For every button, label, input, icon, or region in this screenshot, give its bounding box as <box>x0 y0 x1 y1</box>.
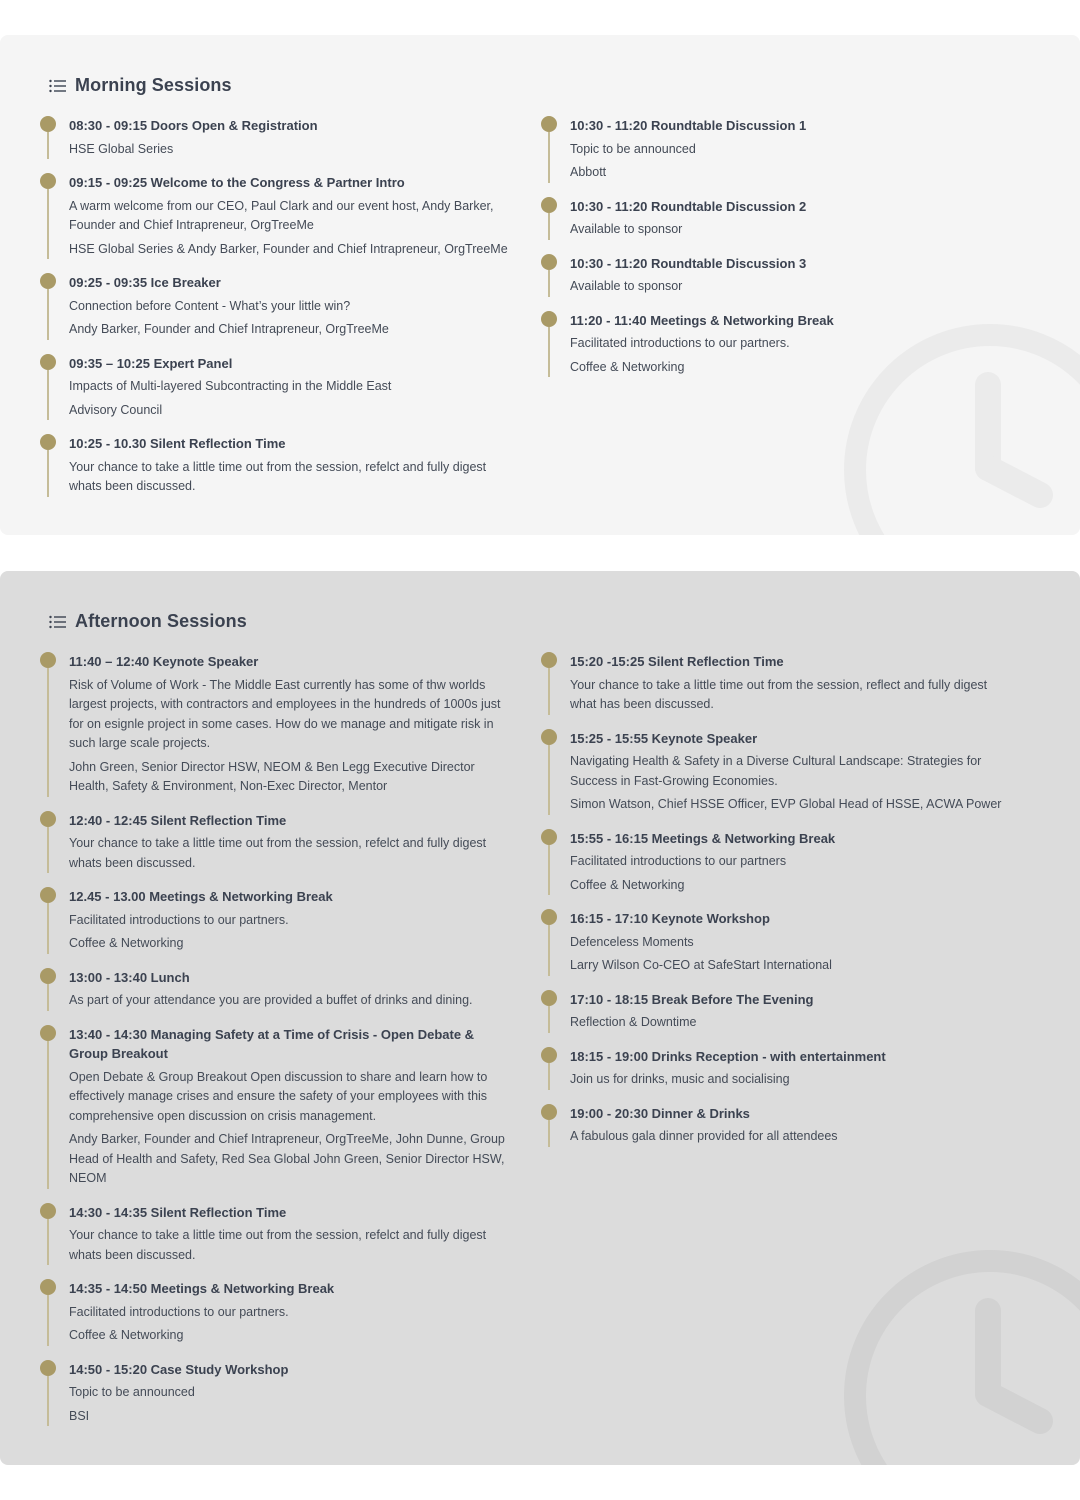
session-time-title: 11:40 – 12:40 Keynote Speaker <box>69 654 259 669</box>
morning-right-column <box>541 116 1016 391</box>
session-detail: Open Debate & Group Breakout Open discussion to share and learn how to effectively manage crises and ensure the safety of your employees with this comprehensive open discussion on crisis management. <box>69 1069 488 1123</box>
section-header <box>49 75 232 96</box>
list-icon <box>49 615 66 629</box>
timeline-line <box>548 845 550 896</box>
timeline-dot <box>40 1360 56 1376</box>
timeline-line <box>548 668 550 715</box>
session-time-title: 14:30 - 14:35 Silent Reflection Time <box>69 1204 287 1220</box>
timeline-dot <box>541 311 557 327</box>
list-icon <box>49 79 66 93</box>
schedule-item <box>40 354 515 421</box>
afternoon-left-column <box>40 652 515 1440</box>
timeline-line <box>47 132 49 159</box>
session-detail: Join us for drinks, music and socialising <box>570 1072 790 1086</box>
session-detail: Impacts of Multi-layered Subcontracting in the Middle East <box>69 379 392 393</box>
session-detail: Your chance to take a little time out from the session, refelct and fully digest whats been discussed. <box>69 1228 487 1262</box>
session-time-title: 10:30 - 11:20 Roundtable Discussion 1 <box>570 118 807 133</box>
timeline-line <box>548 1120 550 1147</box>
session-detail: Your chance to take a little time out from the session, reflect and fully digest what has been discussed. <box>570 677 988 711</box>
session-speaker: Advisory Council <box>69 402 163 417</box>
timeline-dot <box>40 887 56 903</box>
timeline-dot <box>541 116 557 132</box>
timeline-dot <box>541 909 557 925</box>
timeline-line <box>548 1063 550 1090</box>
session-speaker: BSI <box>69 1408 90 1423</box>
timeline-dot <box>541 652 557 668</box>
schedule-item <box>40 273 515 340</box>
session-detail: Risk of Volume of Work - The Middle East currently has some of thw worlds largest projects, with contractors and employees in the hundreds of 1000s just for on esignle project in some cases. How do we manage and mitigate risk in such large scale projects. <box>69 677 501 750</box>
timeline-dot <box>541 729 557 745</box>
session-time-title: 11:20 - 11:40 Meetings & Networking Break <box>570 312 834 328</box>
schedule-item <box>541 729 1016 815</box>
schedule-item <box>541 1104 1016 1147</box>
schedule-item <box>40 116 515 159</box>
timeline-line <box>548 132 550 183</box>
timeline-line <box>47 450 49 497</box>
session-speaker: Coffee & Networking <box>570 877 685 892</box>
session-time-title: 15:25 - 15:55 Keynote Speaker <box>570 730 758 746</box>
timeline-line <box>47 1219 49 1266</box>
afternoon-sessions-section <box>0 571 1080 1465</box>
schedule-item <box>541 1047 1016 1090</box>
timeline-line <box>47 903 49 954</box>
timeline-line <box>47 1376 49 1427</box>
session-detail: A warm welcome from our CEO, Paul Clark and our event host, Andy Barker, Founder and Chief Intrapreneur, OrgTreeMe <box>69 198 494 232</box>
timeline-dot <box>40 1025 56 1041</box>
session-time-title: 13:40 - 14:30 Managing Safety at a Time of Crisis - Open Debate & Group Breakout <box>69 1026 475 1061</box>
schedule-item <box>40 1203 515 1266</box>
schedule-item <box>40 434 515 497</box>
session-time-title: 16:15 - 17:10 Keynote Workshop <box>570 911 770 926</box>
session-time-title: 14:35 - 14:50 Meetings & Networking Break <box>69 1281 335 1296</box>
session-time-title: 18:15 - 19:00 Drinks Reception - with entertainment <box>570 1048 886 1064</box>
timeline-dot <box>40 354 56 370</box>
session-detail: Available to sponsor <box>570 222 683 236</box>
clock-icon <box>840 1246 1080 1465</box>
morning-sessions-section <box>0 35 1080 535</box>
session-time-title: 10:25 - 10.30 Silent Reflection Time <box>69 436 286 451</box>
schedule-item <box>541 909 1016 976</box>
timeline-line <box>548 925 550 976</box>
timeline-dot <box>40 116 56 132</box>
session-detail: Facilitated introductions to our partners <box>570 854 787 868</box>
timeline-dot <box>40 652 56 668</box>
timeline-dot <box>40 968 56 984</box>
session-time-title: 10:30 - 11:20 Roundtable Discussion 3 <box>570 255 807 271</box>
schedule-item <box>541 990 1016 1033</box>
timeline-line <box>47 370 49 421</box>
schedule-item <box>541 829 1016 896</box>
session-time-title: 13:00 - 13:40 Lunch <box>69 969 190 985</box>
session-speaker: Coffee & Networking <box>69 1328 184 1342</box>
session-time-title: 08:30 - 09:15 Doors Open & Registration <box>69 118 318 133</box>
schedule-item <box>541 197 1016 240</box>
session-speaker: HSE Global Series & Andy Barker, Founder and Chief Intrapreneur, OrgTreeMe <box>69 241 508 256</box>
schedule-item <box>40 1360 515 1427</box>
schedule-item <box>40 173 515 259</box>
session-detail: Connection before Content - What’s your little win? <box>69 298 351 313</box>
session-time-title: 15:20 -15:25 Silent Reflection Time <box>570 654 784 669</box>
timeline-dot <box>40 173 56 189</box>
schedule-item <box>541 311 1016 378</box>
timeline-line <box>47 189 49 259</box>
timeline-line <box>47 984 49 1011</box>
session-detail: Navigating Health & Safety in a Diverse Cultural Landscape: Strategies for Success in Fast-Growing Economies. <box>570 754 982 788</box>
session-detail: Reflection & Downtime <box>570 1015 697 1029</box>
session-speaker: Simon Watson, Chief HSSE Officer, EVP Global Head of HSSE, ACWA Power <box>570 797 1002 811</box>
session-speaker: Coffee & Networking <box>69 936 184 950</box>
session-detail: Your chance to take a little time out from the session, refelct and fully digest whats been discussed. <box>69 459 487 493</box>
timeline-dot <box>40 273 56 289</box>
section-title: Morning Sessions <box>75 75 232 95</box>
session-time-title: 09:35 – 10:25 Expert Panel <box>69 355 233 371</box>
schedule-item <box>40 1279 515 1346</box>
session-time-title: 09:15 - 09:25 Welcome to the Congress & Partner Intro <box>69 175 405 190</box>
session-speaker: Andy Barker, Founder and Chief Intrapreneur, OrgTreeMe <box>69 322 389 336</box>
timeline-line <box>548 213 550 240</box>
schedule-item <box>40 811 515 874</box>
timeline-dot <box>40 434 56 450</box>
session-time-title: 19:00 - 20:30 Dinner & Drinks <box>570 1105 750 1121</box>
timeline-dot <box>40 1203 56 1219</box>
session-detail: A fabulous gala dinner provided for all attendees <box>570 1129 838 1143</box>
session-time-title: 12.45 - 13.00 Meetings & Networking Break <box>69 889 333 904</box>
timeline-line <box>47 1041 49 1189</box>
session-speaker: Larry Wilson Co-CEO at SafeStart International <box>570 958 832 972</box>
schedule-item <box>541 652 1016 715</box>
session-time-title: 12:40 - 12:45 Silent Reflection Time <box>69 812 287 828</box>
timeline-dot <box>541 990 557 1006</box>
schedule-item <box>40 887 515 954</box>
timeline-line <box>548 327 550 378</box>
session-time-title: 09:25 - 09:35 Ice Breaker <box>69 275 221 290</box>
timeline-line <box>548 270 550 297</box>
afternoon-right-column <box>541 652 1016 1161</box>
schedule-item <box>40 652 515 797</box>
timeline-dot <box>40 811 56 827</box>
session-detail: Available to sponsor <box>570 279 683 293</box>
session-time-title: 15:55 - 16:15 Meetings & Networking Break <box>570 830 836 846</box>
timeline-dot <box>541 1104 557 1120</box>
timeline-dot <box>541 197 557 213</box>
morning-left-column <box>40 116 515 511</box>
session-detail: Facilitated introductions to our partners. <box>69 912 289 927</box>
session-detail: Your chance to take a little time out from the session, refelct and fully digest whats been discussed. <box>69 836 487 870</box>
session-time-title: 14:50 - 15:20 Case Study Workshop <box>69 1361 289 1377</box>
timeline-dot <box>541 1047 557 1063</box>
session-detail: Facilitated introductions to our partners. <box>570 336 790 350</box>
session-time-title: 10:30 - 11:20 Roundtable Discussion 2 <box>570 198 807 214</box>
session-detail: Topic to be announced <box>570 141 696 156</box>
session-speaker: Andy Barker, Founder and Chief Intrapreneur, OrgTreeMe, John Dunne, Group Head of Health and Safety, Red Sea Global John Green, Senior Director HSW, NEOM <box>69 1132 505 1185</box>
timeline-dot <box>541 254 557 270</box>
timeline-line <box>548 745 550 815</box>
session-detail: Defenceless Moments <box>570 934 694 949</box>
timeline-dot <box>541 829 557 845</box>
session-detail: Topic to be announced <box>69 1385 195 1399</box>
section-header <box>49 611 247 632</box>
schedule-item <box>541 254 1016 297</box>
schedule-item <box>40 1025 515 1189</box>
session-speaker: Abbott <box>570 165 607 179</box>
session-speaker: Coffee & Networking <box>570 359 685 374</box>
schedule-item <box>40 968 515 1011</box>
timeline-line <box>47 668 49 797</box>
timeline-line <box>548 1006 550 1033</box>
section-title: Afternoon Sessions <box>75 611 247 631</box>
timeline-line <box>47 827 49 874</box>
session-speaker: John Green, Senior Director HSW, NEOM & Ben Legg Executive Director Health, Safety & Environment, Non-Exec Director, Mentor <box>69 759 475 793</box>
session-detail: Facilitated introductions to our partners. <box>69 1304 289 1319</box>
timeline-dot <box>40 1279 56 1295</box>
timeline-line <box>47 1295 49 1346</box>
timeline-line <box>47 289 49 340</box>
session-time-title: 17:10 - 18:15 Break Before The Evening <box>570 991 814 1007</box>
session-detail: HSE Global Series <box>69 141 174 156</box>
schedule-item <box>541 116 1016 183</box>
session-detail: As part of your attendance you are provided a buffet of drinks and dining. <box>69 993 473 1007</box>
